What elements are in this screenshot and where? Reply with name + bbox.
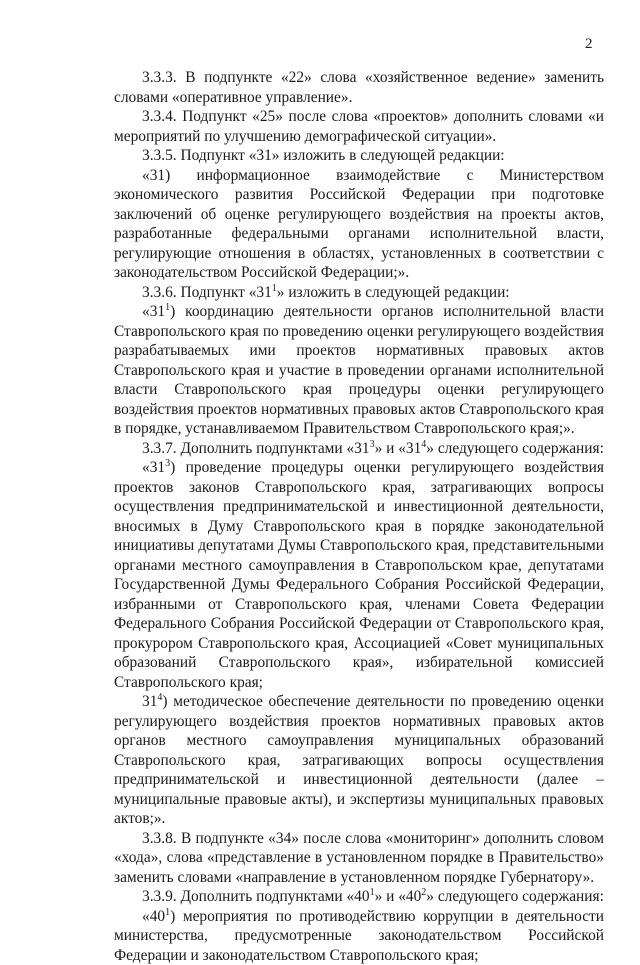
paragraph xyxy=(114,458,604,692)
paragraph xyxy=(114,907,604,965)
text-run: ) мероприятия по противодействию коррупции в деятельности министерства, предусмотренные законодательством Российской Федерации и законодательством Ставропольского края; xyxy=(114,908,604,964)
superscript-index: 1 xyxy=(165,302,170,313)
text-run: ) методическое обеспечение деятельности по проведению оценки регулирующего воздействия проектов нормативных правовых актов органов местного самоуправления муниципальных образований Ставропольского края, затрагивающих вопросы осуществления предпринимательской и инвестиционной деятельности (далее – муниципальные правовые акты), и экспертизы муниципальных правовых актов;». xyxy=(114,693,604,827)
text-run: «31) информационное взаимодействие с Министерством экономического развития Российской Федерации при подготовке заключений об оценке регулирующего воздействия на проекты актов, разработанные федеральными органами исполнительной власти, регулирующие отношения в областях, установленных в соответствии с законодательством Российской Федерации;». xyxy=(114,167,604,282)
paragraph xyxy=(114,107,604,146)
text-run: «31 xyxy=(142,303,165,320)
page-number: 2 xyxy=(585,35,593,53)
paragraph xyxy=(114,146,604,166)
text-run: 3.3.7. Дополнить подпунктами «31 xyxy=(142,440,370,457)
text-run: ) координацию деятельности органов исполнительной власти Ставропольского края по проведению оценки регулирующего воздействия разрабатываемых ими проектов нормативных правовых актов Ставропольского края и участие в проведении органами исполнительной власти Ставропольского края процедуры оценки регулирующего воздействия проектов нормативных правовых актов Ставропольского края в порядке, устанавливаемом Правительством Ставропольского края;». xyxy=(114,303,604,437)
superscript-index: 3 xyxy=(165,458,170,469)
superscript-index: 1 xyxy=(165,906,170,917)
text-run: » и «31 xyxy=(375,440,422,457)
text-run: 3.3.8. В подпункте «34» после слова «мониторинг» дополнить словом «хода», слова «представление в установленном порядке в Правительство» заменить словами «направление в установленном порядке Губернатору». xyxy=(114,830,604,886)
text-run: 3.3.5. Подпункт «31» изложить в следующей редакции: xyxy=(142,147,505,164)
text-run: «40 xyxy=(142,908,165,925)
paragraph xyxy=(114,829,604,888)
text-run: 3.3.9. Дополнить подпунктами «40 xyxy=(142,888,370,905)
text-run: » следующего содержания: xyxy=(426,888,604,905)
paragraph xyxy=(114,692,604,829)
text-run: 3.3.4. Подпункт «25» после слова «проектов» дополнить словами «и мероприятий по улучшению демографической ситуации». xyxy=(114,108,604,145)
paragraph xyxy=(114,887,604,907)
text-run: «31 xyxy=(142,459,165,476)
text-run: » следующего содержания: xyxy=(426,440,604,457)
paragraph xyxy=(114,166,604,283)
text-run: » изложить в следующей редакции: xyxy=(277,284,510,301)
superscript-index: 3 xyxy=(370,438,375,449)
superscript-index: 2 xyxy=(421,887,426,898)
text-run: ) проведение процедуры оценки регулирующего воздействия проектов законов Ставропольского края, затрагивающих вопросы осуществления предпринимательской и инвестиционной деятельности, вносимых в Думу Ставропольского края в порядке законодательной инициативы депутатами Думы Ставропольского края, представительными органами местного самоуправления в Ставропольском крае, депутатами Государственной Думы Федерального Собрания Российской Федерации, избранными от Ставропольского края, членами Совета Федерации Федерального Собрания Российской Федерации от Ставропольского края, прокурором Ставропольского края, Ассоциацией «Совет муниципальных образований Ставропольского края», избирательной комиссией Ставропольского края; xyxy=(114,459,604,691)
superscript-index: 4 xyxy=(421,438,426,449)
text-run: 3.3.3. В подпункте «22» слова «хозяйственное ведение» заменить словами «оперативное управление». xyxy=(114,69,604,106)
document-body xyxy=(114,68,604,965)
paragraph xyxy=(114,302,604,439)
paragraph xyxy=(114,283,604,303)
superscript-index: 4 xyxy=(157,692,162,703)
text-run: 3.3.6. Подпункт «31 xyxy=(142,284,272,301)
text-run: » и «40 xyxy=(375,888,422,905)
superscript-index: 1 xyxy=(272,282,277,293)
paragraph xyxy=(114,439,604,459)
paragraph xyxy=(114,68,604,107)
text-run: 31 xyxy=(142,693,157,710)
superscript-index: 1 xyxy=(370,887,375,898)
